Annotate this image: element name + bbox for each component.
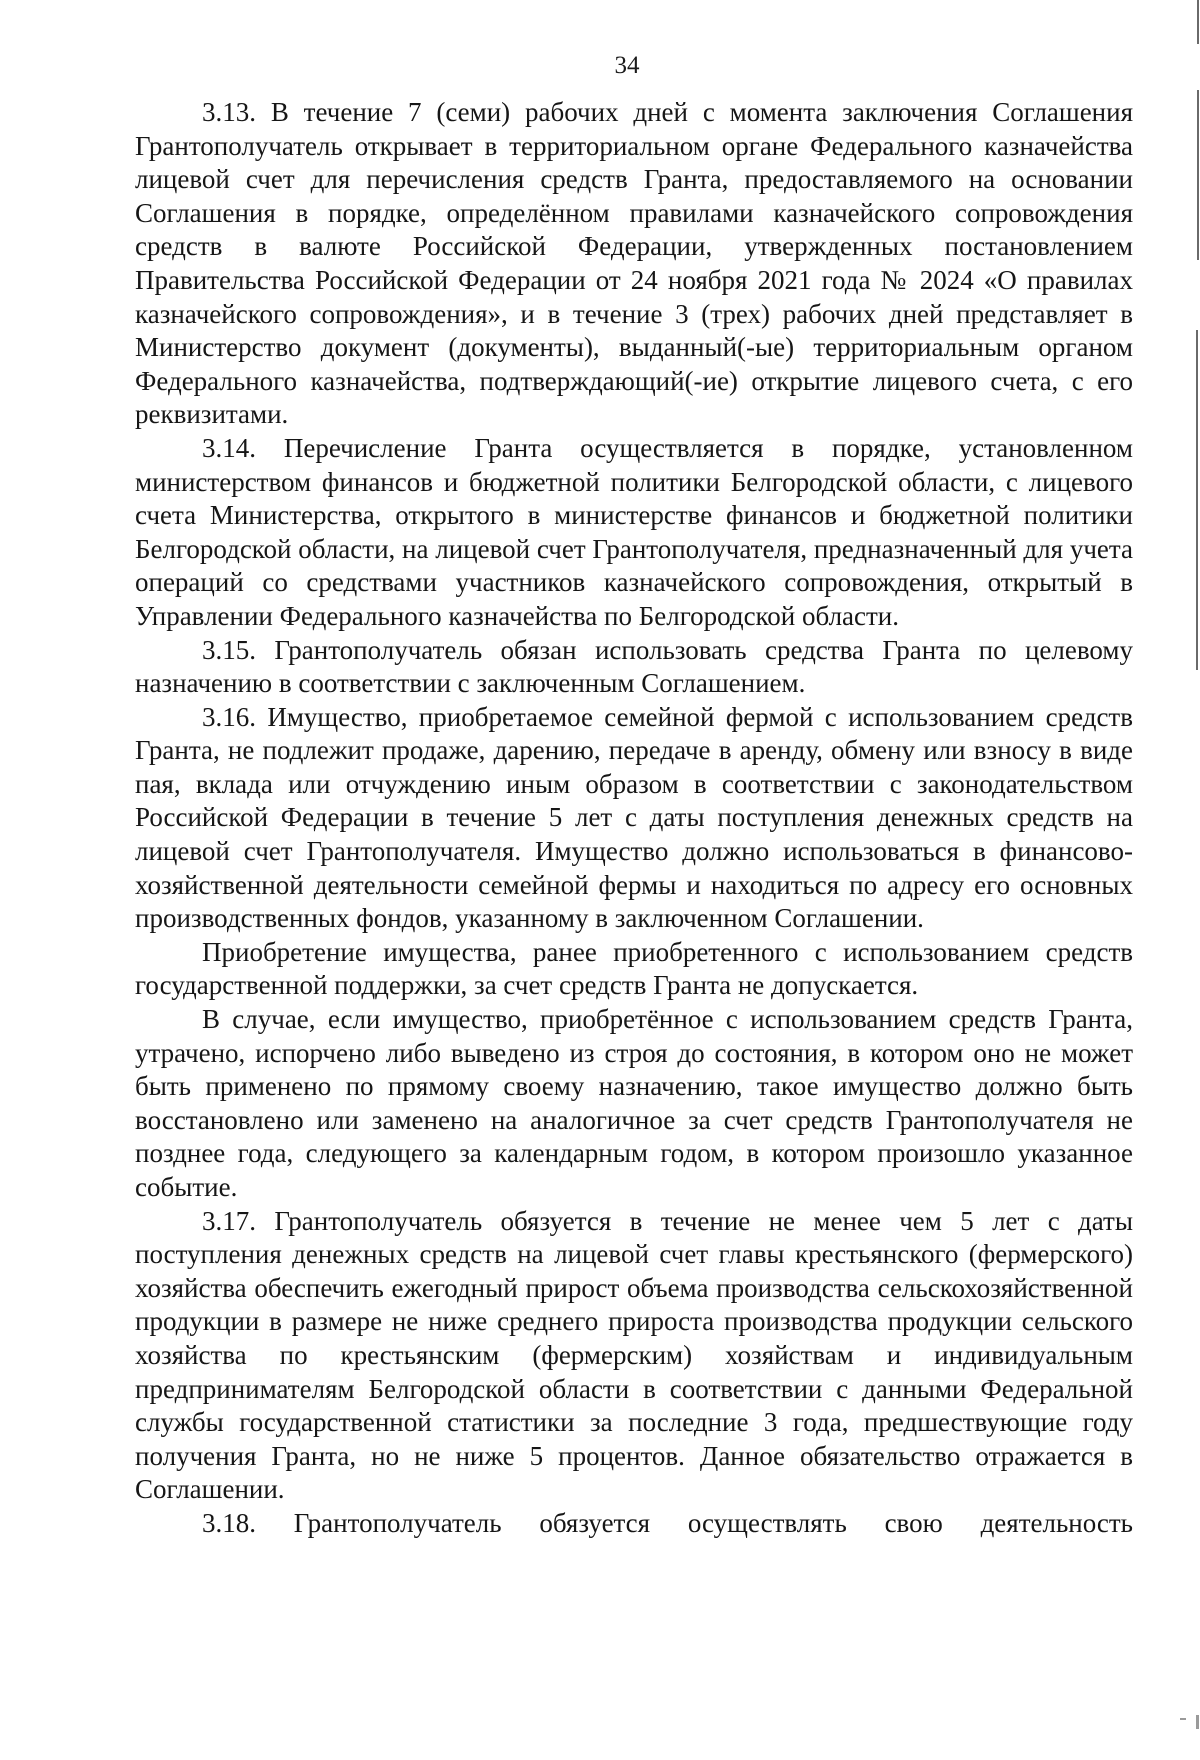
paragraph-3-13: 3.13. В течение 7 (семи) рабочих дней с момента заключения Соглашения Грантополучатель открывает в территориальном органе Федерального казначейства лицевой счет для перечисления средств Гранта, предоставляемого на основании Соглашения в порядке, определённом правилами казначейского сопровождения средств в валюте Российской Федерации, утвержденных постановлением Правительства Российской Федерации от 24 ноября 2021 года № 2024 «О правилах казначейского сопровождения», и в течение 3 (трех) рабочих дней представляет в Министерство документ (документы), выданный(-ые) территориальным органом Федерального казначейства, подтверждающий(-ие) открытие лицевого счета, с его реквизитами. <box>135 97 1133 430</box>
paragraph-3-17: 3.17. Грантополучатель обязуется в течение не менее чем 5 лет с даты поступления денежных средств на лицевой счет главы крестьянского (фермерского) хозяйства обеспечить ежегодный прирост объема производства сельскохозяйственной продукции в размере не ниже среднего прироста производства продукции сельского хозяйства по крестьянским (фермерским) хозяйствам и индивидуальным предпринимателям Белгородской области в соответствии с данными Федеральной службы государственной статистики за последние 3 года, предшествующие году получения Гранта, но не ниже 5 процентов. Данное обязательство отражается в Соглашении. <box>135 1205 1133 1505</box>
page-number: 34 <box>614 52 640 79</box>
paragraph-property-loss: В случае, если имущество, приобретённое с использованием средств Гранта, утрачено, испорчено либо выведено из строя до состояния, в котором оно не может быть применено по прямому своему назначению, такое имущество должно быть восстановлено или заменено на аналогичное за счет средств Грантополучателя не позднее года, следующего за календарным годом, в котором произошло указанное событие. <box>135 1004 1133 1202</box>
scan-edge-mark <box>1180 1718 1186 1720</box>
scan-edge-mark <box>1196 330 1198 670</box>
document-body <box>135 96 1133 1541</box>
paragraph-3-18: 3.18. Грантополучатель обязуется осуществлять свою деятельность <box>202 1507 1133 1538</box>
paragraph-property-acquisition: Приобретение имущества, ранее приобретенного с использованием средств государственной поддержки, за счет средств Гранта не допускается. <box>135 936 1133 1001</box>
scan-edge-mark <box>1197 90 1199 260</box>
paragraph-3-15: 3.15. Грантополучатель обязан использовать средства Гранта по целевому назначению в соответствии с заключенным Соглашением. <box>135 634 1133 699</box>
paragraph-3-16: 3.16. Имущество, приобретаемое семейной фермой с использованием средств Гранта, не подлежит продаже, дарению, передаче в аренду, обмену или взносу в виде пая, вклада или отчуждению иным образом в соответствии с законодательством Российской Федерации в течение 5 лет с даты поступления денежных средств на лицевой счет Грантополучателя. Имущество должно использоваться в финансово-хозяйственной деятельности семейной фермы и находиться по адресу его основных производственных фондов, указанному в заключенном Соглашении. <box>135 701 1133 934</box>
scan-edge-mark <box>1196 1715 1199 1729</box>
scan-edge-mark <box>1197 0 1199 44</box>
paragraph-3-14: 3.14. Перечисление Гранта осуществляется в порядке, установленном министерством финансов и бюджетной политики Белгородской области, с лицевого счета Министерства, открытого в министерстве финансов и бюджетной политики Белгородской области, на лицевой счет Грантополучателя, предназначенный для учета операций со средствами участников казначейского сопровождения, открытый в Управлении Федерального казначейства по Белгородской области. <box>135 432 1133 631</box>
